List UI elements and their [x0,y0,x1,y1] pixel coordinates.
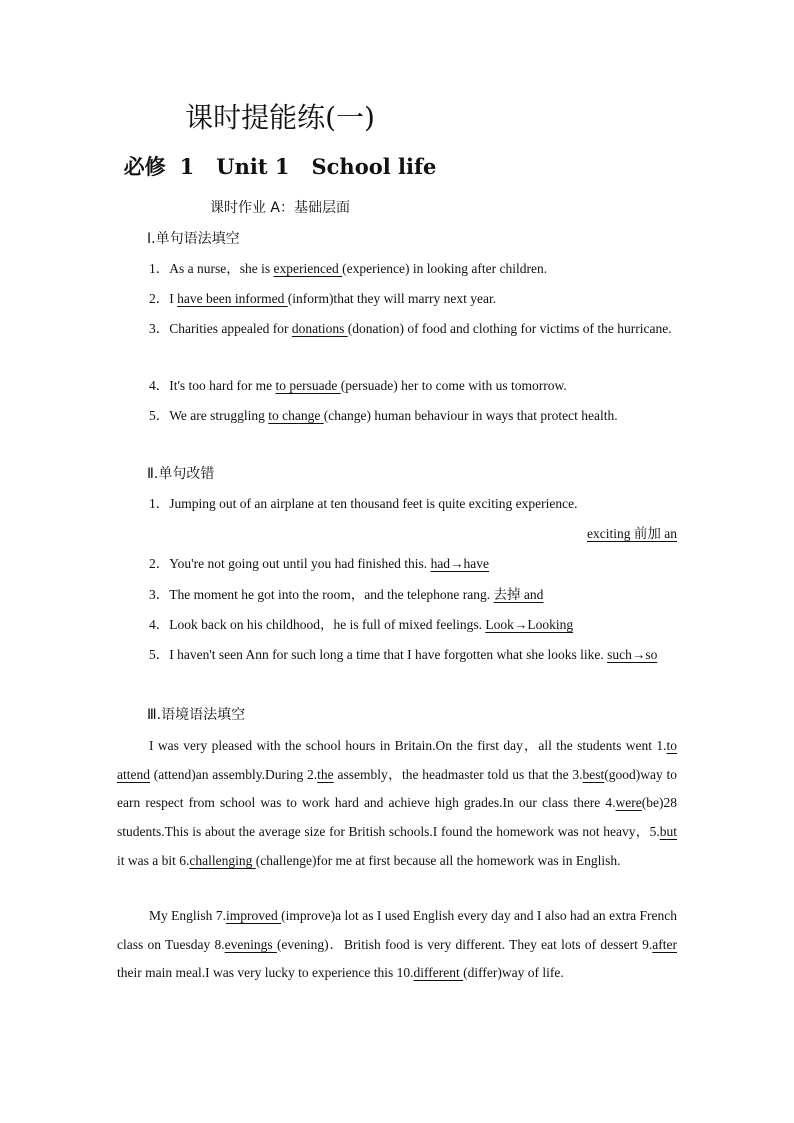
answer: to change [268,408,324,423]
answer: donations [291,321,348,336]
s1-item-5 [117,402,677,431]
item-text: 1．Jumping out of an airplane at ten thousand feet is quite exciting experience. [149,496,578,511]
passage-text: (improve)a lot as I used English every day and I also had an extra French class on Tuesday 8. [117,908,677,952]
answer: best [582,766,605,782]
answer: improved [225,908,282,923]
answer: the [317,766,334,782]
passage-text: (good)way to earn respect from school was to work hard and achieve high grades.In our class there 4. [117,766,677,811]
item-text: 2．You're not going out until you had finished this. [149,556,431,571]
s1-item-2 [117,285,677,314]
section1-heading: Ⅰ.单句语法填空 [147,231,240,247]
s1-item-4 [117,372,677,401]
s2-item-4 [117,611,677,640]
item-text: 1．As a nurse，she is [149,261,274,276]
unit-heading [0,152,677,182]
item-text: 3．The moment he got into the room，and the telephone rang. [149,587,494,602]
answer: different [413,965,464,981]
topic-label: School life [311,154,437,179]
passage-text: (attend)an assembly.During 2. [150,766,318,782]
passage-paragraph-2 [117,902,677,988]
s1-item-1 [117,255,677,284]
course-label: 必修 [123,154,166,179]
answer: 去掉 and [493,587,544,602]
s2-item-3 [117,581,677,610]
unit-label: Unit 1 [216,154,290,179]
section2-heading: Ⅱ.单句改错 [147,466,215,482]
assignment-subtitle: 课时作业 A：基础层面 [209,200,351,216]
answer: had→have [430,556,490,571]
passage-text: their main meal.I was very lucky to experience this 10. [117,965,414,981]
item-text: 5．We are struggling [149,408,269,423]
item-text: (experience) in looking after children. [342,261,548,276]
item-text: 5．I haven't seen Ann for such long a time that I have forgotten what she looks like. [149,647,608,662]
answer: to attend [117,738,677,782]
passage-text: it was a bit 6. [117,852,190,868]
answer: but [659,824,677,840]
passage-text: (challenge)for me at first because all the homework was in English. [255,852,621,868]
s1-item-3 [117,315,677,344]
item-text: (donation) of food and clothing for victims of the hurricane. [347,321,672,336]
passage-text: (evening)．British food is very different. They eat lots of dessert 9. [276,936,653,952]
answer: such→so [607,647,658,662]
item-text: (inform)that they will marry next year. [287,291,497,306]
answer: challenging [189,852,256,868]
passage-text: I was very pleased with the school hours in Britain.On the first day，all the students went 1. [149,738,667,753]
passage-paragraph-1 [117,732,677,876]
section3-heading: Ⅲ.语境语法填空 [147,707,246,723]
s2-item-5 [117,641,677,670]
passage-text: assembly，the headmaster told us that the 3. [333,766,583,782]
answer: evenings [224,936,277,952]
item-text: 3．Charities appealed for [149,321,292,336]
answer: were [615,795,642,811]
answer: Look→Looking [485,617,574,632]
s2-item-2 [117,550,677,579]
course-number: 1 [179,154,195,179]
item-text: (change) human behaviour in ways that protect health. [323,408,618,423]
s2-item-1 [117,490,677,519]
s2-item-1-answer [117,520,677,549]
passage-text: (be)28 students.This is about the average size for British schools.I found the homework was not heavy，5. [117,795,677,840]
answer: to persuade [275,378,341,393]
answer: experienced [273,261,343,276]
answer: after [652,936,677,952]
page-title: 课时提能练(一) [185,101,375,134]
answer: have been informed [177,291,288,306]
item-text: 4．Look back on his childhood，he is full of mixed feelings. [149,617,486,632]
item-text: 2．I [149,291,178,306]
answer: exciting 前加 an [587,526,677,541]
item-text: (persuade) her to come with us tomorrow. [340,378,567,393]
item-text: 4．It's too hard for me [149,378,276,393]
passage-text: My English 7. [149,908,226,923]
passage-text: (differ)way of life. [463,965,564,981]
